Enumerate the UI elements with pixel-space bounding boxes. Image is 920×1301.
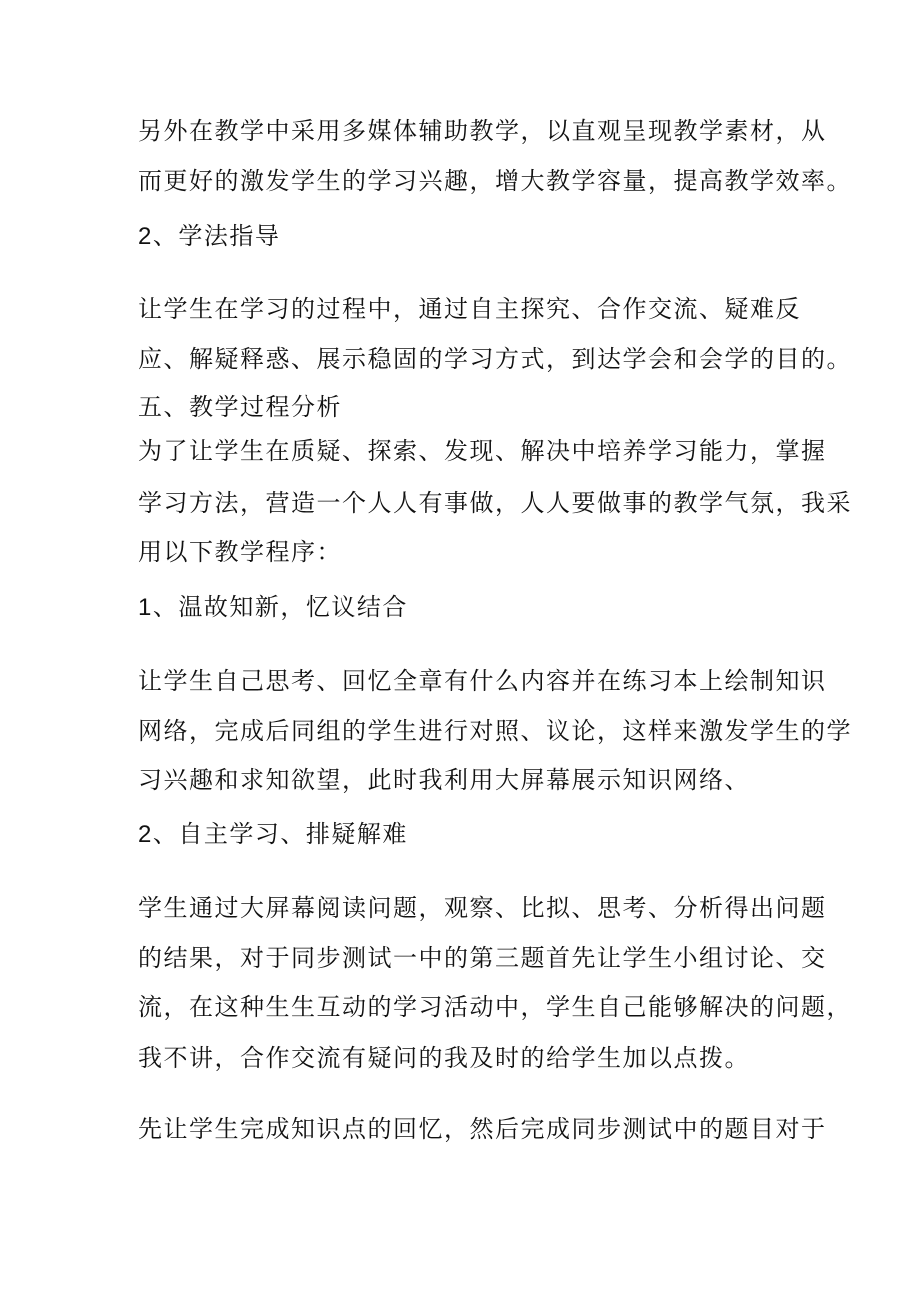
paragraph-study-guidance-line-2: 应、解疑释惑、展示稳固的学习方式，到达学会和会学的目的。 (138, 345, 852, 373)
paragraph-intro-line-2: 而更好的激发学生的学习兴趣，增大教学容量，提高教学效率。 (138, 167, 852, 195)
paragraph-review-line-2: 网络，完成后同组的学生进行对照、议论，这样来激发学生的学 (138, 717, 852, 745)
paragraph-final-line-1: 先让学生完成知识点的回忆，然后完成同步测试中的题目对于 (138, 1115, 827, 1143)
heading-self-study: 2、自主学习、排疑解难 (138, 821, 408, 848)
paragraph-review-line-1: 让学生自己思考、回忆全章有什么内容并在练习本上绘制知识 (138, 667, 827, 695)
paragraph-self-study-line-4: 我不讲，合作交流有疑问的我及时的给学生加以点拨。 (138, 1044, 750, 1072)
paragraph-process-analysis-line-3: 用以下教学程序： (138, 538, 342, 566)
paragraph-review-line-3: 习兴趣和求知欲望，此时我利用大屏幕展示知识网络、 (138, 766, 750, 794)
heading-review: 1、温故知新，忆议结合 (138, 594, 408, 621)
paragraph-process-analysis-line-1: 为了让学生在质疑、探索、发现、解决中培养学习能力，掌握 (138, 437, 827, 465)
heading-study-guidance: 2、学法指导 (138, 223, 281, 250)
paragraph-study-guidance-line-1: 让学生在学习的过程中，通过自主探究、合作交流、疑难反 (138, 295, 801, 323)
paragraph-process-analysis-line-2: 学习方法，营造一个人人有事做，人人要做事的教学气氛，我采 (138, 489, 852, 517)
paragraph-self-study-line-1: 学生通过大屏幕阅读问题，观察、比拟、思考、分析得出问题 (138, 894, 827, 922)
paragraph-self-study-line-2: 的结果，对于同步测试一中的第三题首先让学生小组讨论、交 (138, 944, 827, 972)
paragraph-intro-line-1: 另外在教学中采用多媒体辅助教学，以直观呈现教学素材，从 (138, 117, 827, 145)
paragraph-self-study-line-3: 流，在这种生生互动的学习活动中，学生自己能够解决的问题， (138, 993, 852, 1021)
heading-process-analysis: 五、教学过程分析 (138, 393, 342, 421)
